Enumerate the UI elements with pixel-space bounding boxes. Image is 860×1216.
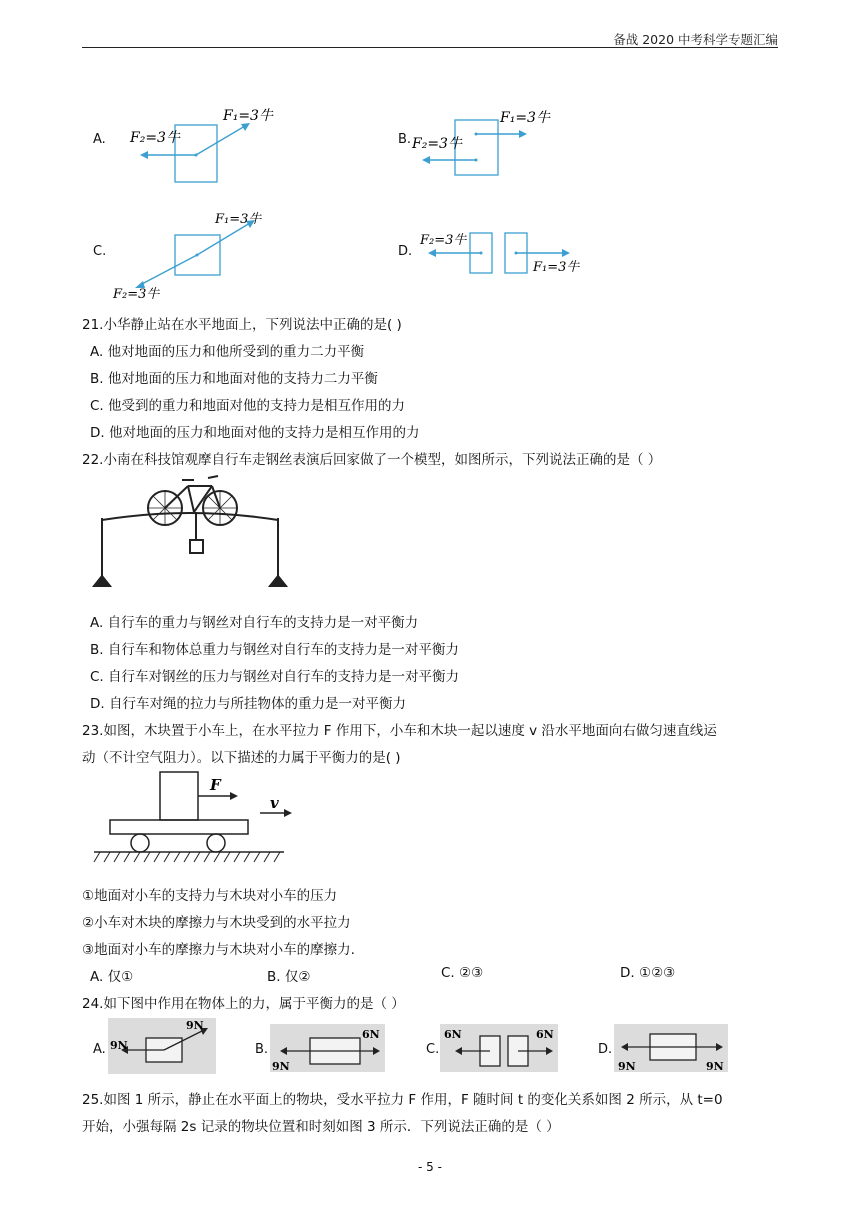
q20-option-a-figure (120, 100, 280, 190)
q21-option-a: A. 他对地面的压力和他所受到的重力二力平衡 (90, 344, 365, 360)
q23-stem-line2: 动（不计空气阻力）。以下描述的力属于平衡力的是( ) (82, 750, 401, 766)
q22-option-b: B. 自行车和物体总重力与钢丝对自行车的支持力是一对平衡力 (90, 642, 459, 658)
q20-option-b-figure (410, 100, 570, 190)
q23-option-c: C. ②③ (441, 965, 484, 981)
q22-option-c: C. 自行车对钢丝的压力与钢丝对自行车的支持力是一对平衡力 (90, 669, 460, 685)
q20-c-f2-label: F₂=3牛 (113, 287, 160, 302)
q24-b-left-label: 9N (272, 1060, 290, 1072)
q24-a-right-label: 9N (186, 1019, 204, 1032)
q23-cart-figure (92, 768, 292, 873)
q22-option-d: D. 自行车对绳的拉力与所挂物体的重力是一对平衡力 (90, 696, 406, 712)
q23-force-label: F (210, 776, 221, 794)
q24-option-d-figure (614, 1024, 728, 1072)
q24-option-a-figure (108, 1018, 216, 1074)
q24-b-right-label: 6N (362, 1028, 380, 1041)
q24-stem: 24.如下图中作用在物体上的力，属于平衡力的是（ ） (82, 996, 405, 1012)
q20-d-f2-label: F₂=3牛 (420, 233, 467, 248)
q22-bicycle-figure (90, 468, 300, 593)
q24-option-b-label: B. (255, 1042, 269, 1057)
q24-c-right-label: 6N (536, 1028, 554, 1041)
q23-stem-line1: 23.如图，木块置于小车上，在水平拉力 F 作用下，小车和木块一起以速度 v 沿水平地面向右做匀速直线运 (82, 723, 717, 739)
q23-statement-1: ①地面对小车的支持力与木块对小车的压力 (82, 888, 338, 904)
q24-option-a-label: A. (93, 1042, 106, 1057)
q20-option-b-label: B. (398, 132, 412, 147)
q22-option-a: A. 自行车的重力与钢丝对自行车的支持力是一对平衡力 (90, 615, 419, 631)
q20-a-f1-label: F₁=3牛 (223, 108, 273, 124)
q20-c-f1-label: F₁=3牛 (215, 212, 262, 227)
q23-statement-2: ②小车对木块的摩擦力与木块受到的水平拉力 (82, 915, 351, 931)
q20-b-f2-label: F₂=3牛 (412, 136, 462, 152)
q24-a-left-label: 9N (110, 1039, 128, 1052)
q24-d-left-label: 9N (618, 1060, 636, 1072)
q24-option-c-figure (440, 1024, 558, 1072)
q24-option-b-figure (270, 1024, 385, 1072)
q21-option-c: C. 他受到的重力和地面对他的支持力是相互作用的力 (90, 398, 406, 414)
q25-stem-line2: 开始，小强每隔 2s 记录的物块位置和时刻如图 3 所示．下列说法正确的是（ ） (82, 1119, 560, 1135)
q24-c-left-label: 6N (444, 1028, 462, 1041)
q21-stem: 21.小华静止站在水平地面上，下列说法中正确的是( ) (82, 317, 402, 333)
q23-option-b: B. 仅② (267, 969, 311, 985)
header-rule (82, 47, 778, 48)
q23-option-d: D. ①②③ (620, 965, 676, 981)
q20-d-f1-label: F₁=3牛 (533, 260, 580, 275)
q20-option-a-label: A. (93, 132, 106, 147)
q23-statement-3: ③地面对小车的摩擦力与木块对小车的摩擦力. (82, 942, 355, 958)
q23-velocity-label: v (270, 794, 279, 812)
q20-option-c-figure (110, 205, 280, 305)
q20-b-f1-label: F₁=3牛 (500, 110, 550, 126)
q20-option-d-label: D. (398, 244, 413, 259)
q24-option-d-label: D. (598, 1042, 613, 1057)
q24-option-c-label: C. (426, 1042, 440, 1057)
q24-d-right-label: 9N (706, 1060, 724, 1072)
q23-option-a: A. 仅① (90, 969, 134, 985)
q20-option-d-figure (415, 220, 590, 285)
page-number: - 5 - (418, 1160, 442, 1174)
q21-option-d: D. 他对地面的压力和地面对他的支持力是相互作用的力 (90, 425, 420, 441)
q25-stem-line1: 25.如图 1 所示，静止在水平面上的物块，受水平拉力 F 作用，F 随时间 t 的变化关系如图 2 所示，从 t=0 (82, 1092, 723, 1108)
q22-stem: 22.小南在科技馆观摩自行车走钢丝表演后回家做了一个模型，如图所示，下列说法正确的是（ ） (82, 452, 662, 468)
q20-a-f2-label: F₂=3牛 (130, 130, 180, 146)
page-header: 备战 2020 中考科学专题汇编 (613, 32, 778, 47)
q21-option-b: B. 他对地面的压力和地面对他的支持力二力平衡 (90, 371, 378, 387)
q20-option-c-label: C. (93, 244, 107, 259)
